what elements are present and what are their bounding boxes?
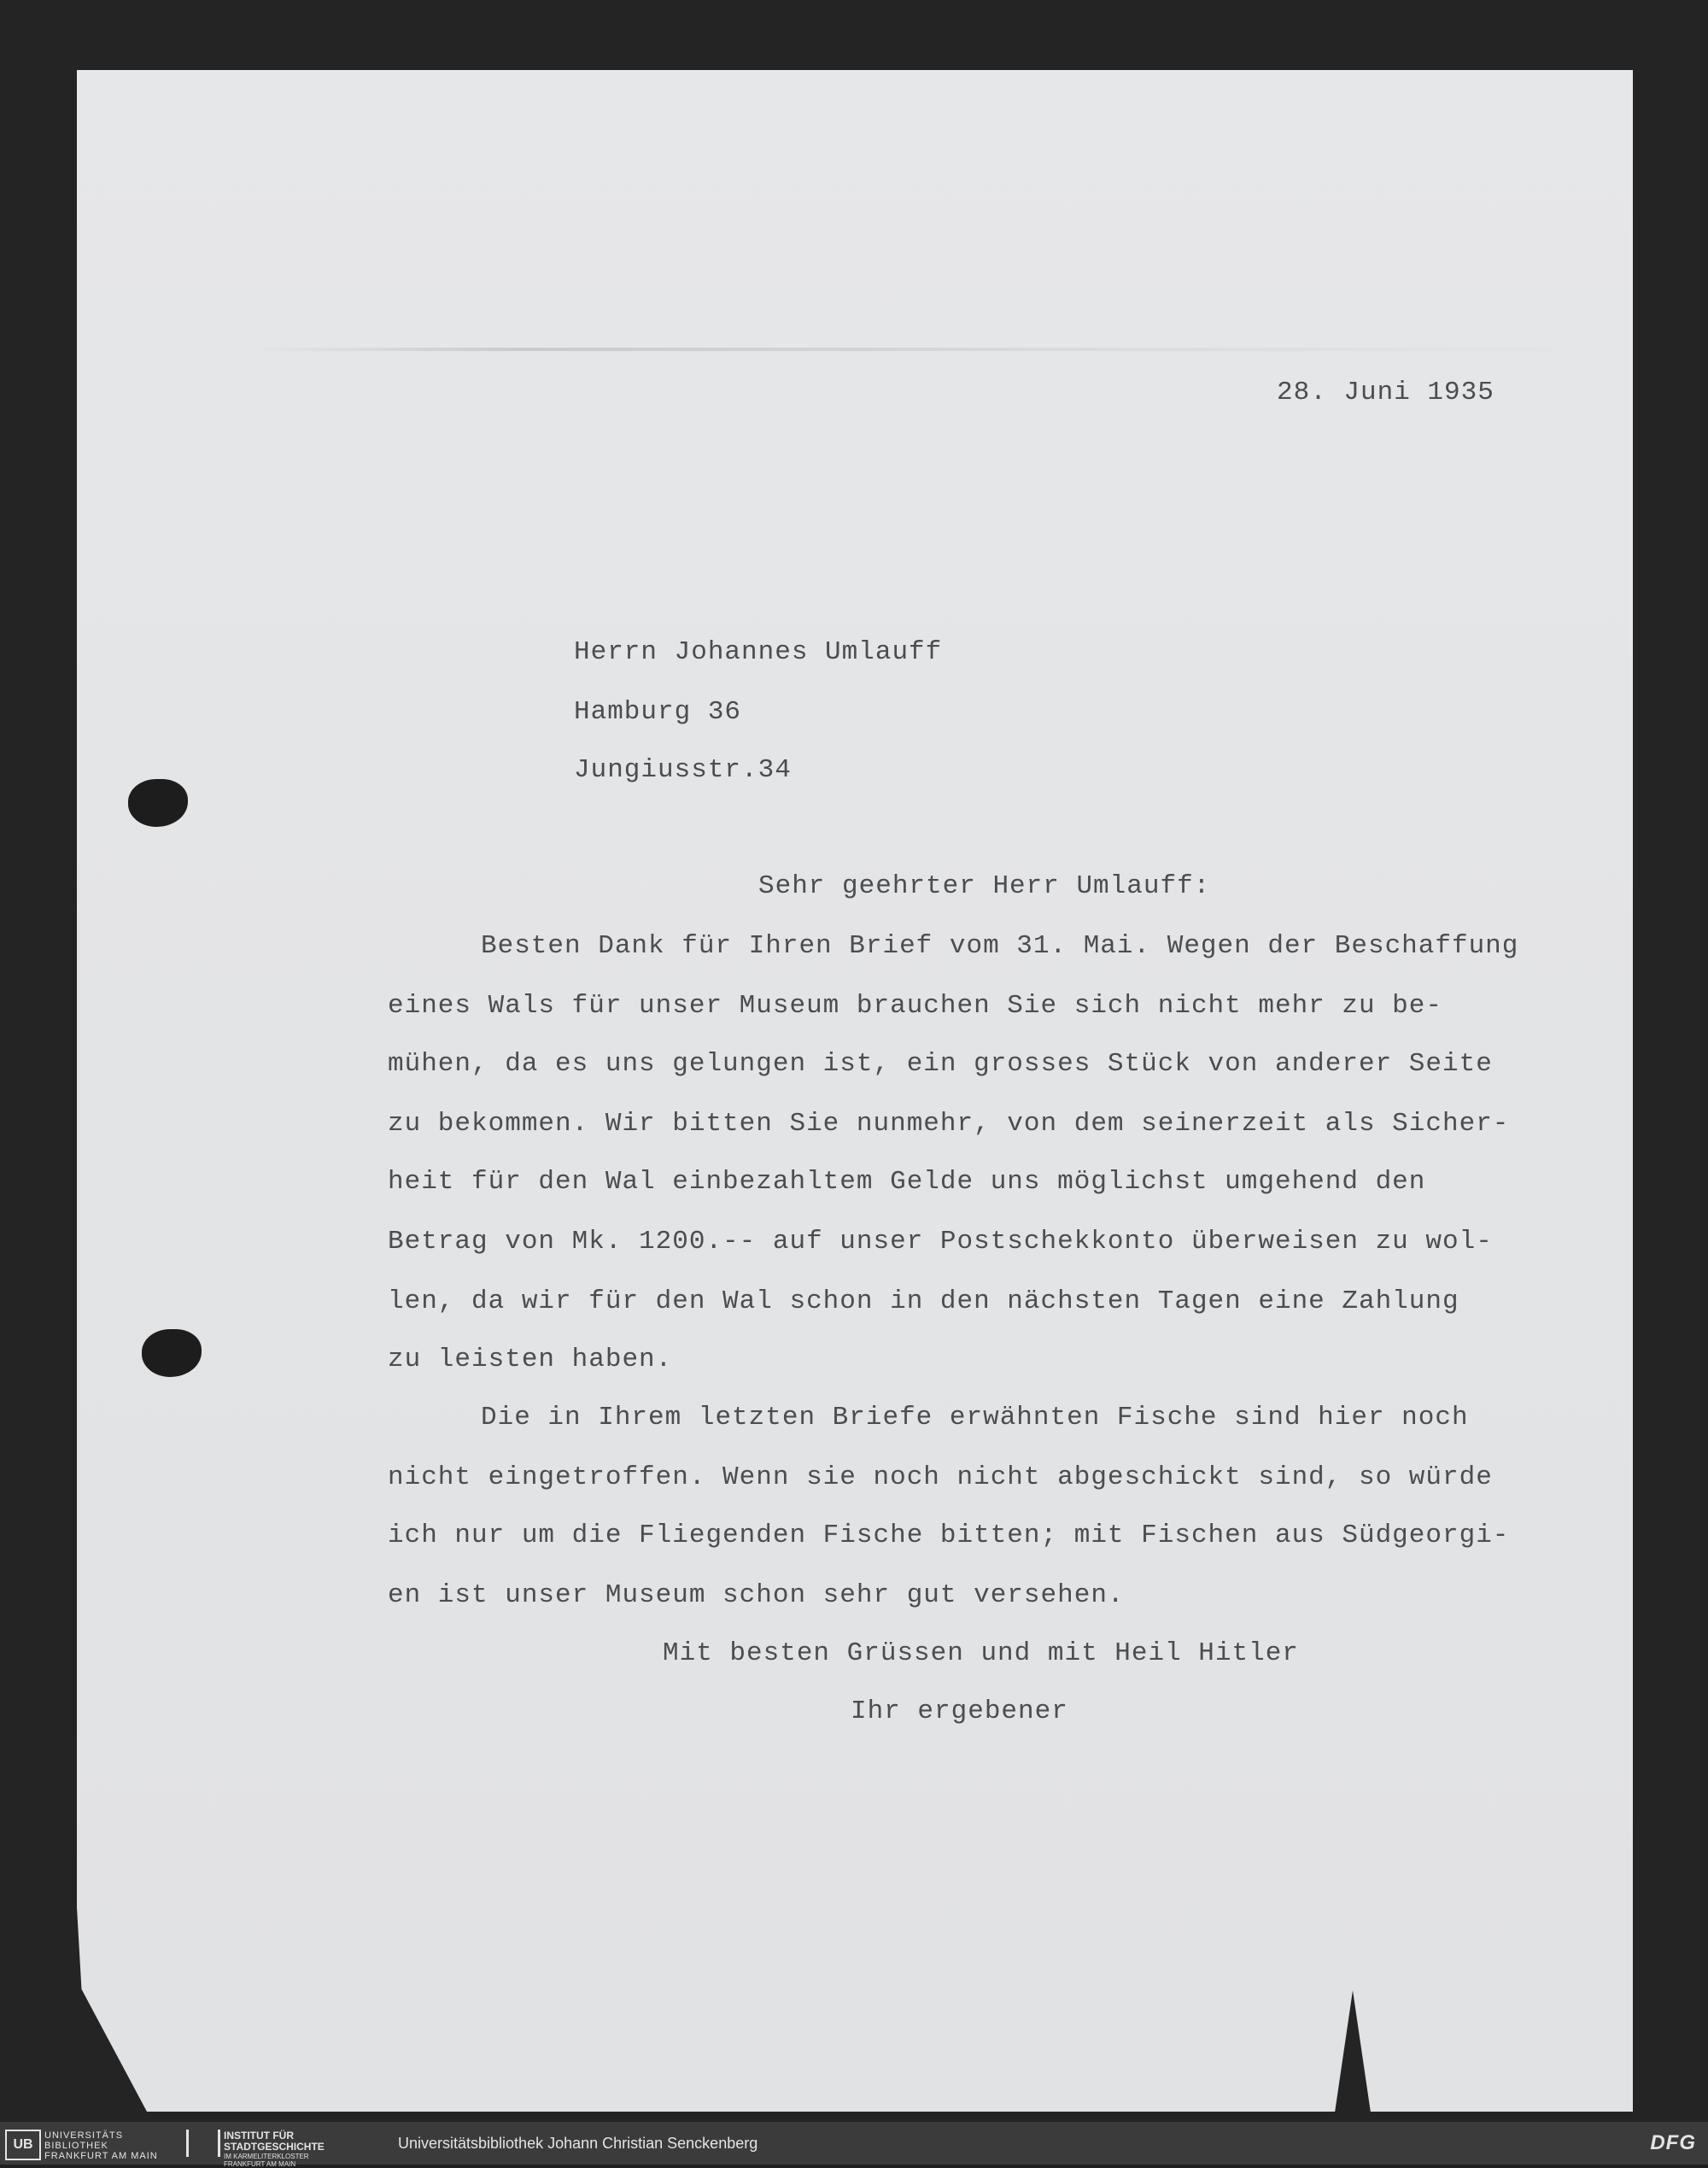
body-line: nicht eingetroffen. Wenn sie noch nicht abgeschickt sind, so würde — [388, 1462, 1493, 1492]
salutation: Sehr geehrter Herr Umlauff: — [758, 871, 1211, 901]
body-line: Besten Dank für Ihren Brief vom 31. Mai. Wegen der Beschaffung — [481, 931, 1519, 961]
body-line: len, da wir für den Wal schon in den nächsten Tagen eine Zahlung — [388, 1286, 1459, 1316]
paper-tear — [1334, 1990, 1372, 2118]
ifs-sub-line: FRANKFURT AM MAIN — [224, 2160, 296, 2168]
ifs-text-line: STADTGESCHICHTE — [224, 2141, 325, 2153]
ub-logo-icon: UB — [5, 2130, 41, 2160]
body-line: zu bekommen. Wir bitten Sie nunmehr, von dem seinerzeit als Sicher- — [388, 1109, 1510, 1139]
ub-text-line: FRANKFURT AM MAIN — [44, 2151, 158, 2161]
ifs-text-line: INSTITUT FÜR — [224, 2130, 294, 2142]
paper-smudge — [248, 348, 1614, 351]
dfg-logo: DFG — [1650, 2131, 1696, 2154]
signoff: Ihr ergebener — [851, 1696, 1068, 1726]
institute-logo-icon — [186, 2130, 220, 2157]
body-line: en ist unser Museum schon sehr gut versehen. — [388, 1580, 1125, 1610]
recipient-street: Jungiusstr.34 — [574, 755, 792, 785]
closing-line: Mit besten Grüssen und mit Heil Hitler — [663, 1638, 1299, 1668]
library-name: Universitätsbibliothek Johann Christian Senckenberg — [398, 2135, 758, 2152]
body-line: Betrag von Mk. 1200.-- auf unser Postschekkonto überweisen zu wol- — [388, 1227, 1493, 1257]
recipient-city: Hamburg 36 — [574, 697, 742, 727]
ub-text-line: BIBLIOTHEK — [44, 2141, 108, 2151]
footer-bar — [0, 2122, 1708, 2168]
body-line: eines Wals für unser Museum brauchen Sie sich nicht mehr zu be- — [388, 991, 1442, 1021]
institute-subtext — [224, 2153, 309, 2168]
body-line: ich nur um die Fliegenden Fische bitten; mit Fischen aus Südgeorgi- — [388, 1521, 1510, 1550]
ub-text-line: UNIVERSITÄTS — [44, 2130, 124, 2141]
body-line: mühen, da es uns gelungen ist, ein grosses Stück von anderer Seite — [388, 1049, 1493, 1079]
body-line: Die in Ihrem letzten Briefe erwähnten Fische sind hier noch — [481, 1403, 1469, 1433]
letter-date: 28. Juni 1935 — [1277, 378, 1494, 407]
recipient-name: Herrn Johannes Umlauff — [574, 637, 943, 667]
letter-page — [77, 70, 1633, 2112]
ifs-sub-line: IM KARMELITERKLOSTER — [224, 2153, 309, 2160]
institute-logo-text — [224, 2130, 325, 2153]
ub-logo-text — [44, 2130, 158, 2161]
body-line: zu leisten haben. — [388, 1345, 673, 1374]
body-line: heit für den Wal einbezahltem Gelde uns möglichst umgehend den — [388, 1167, 1426, 1197]
